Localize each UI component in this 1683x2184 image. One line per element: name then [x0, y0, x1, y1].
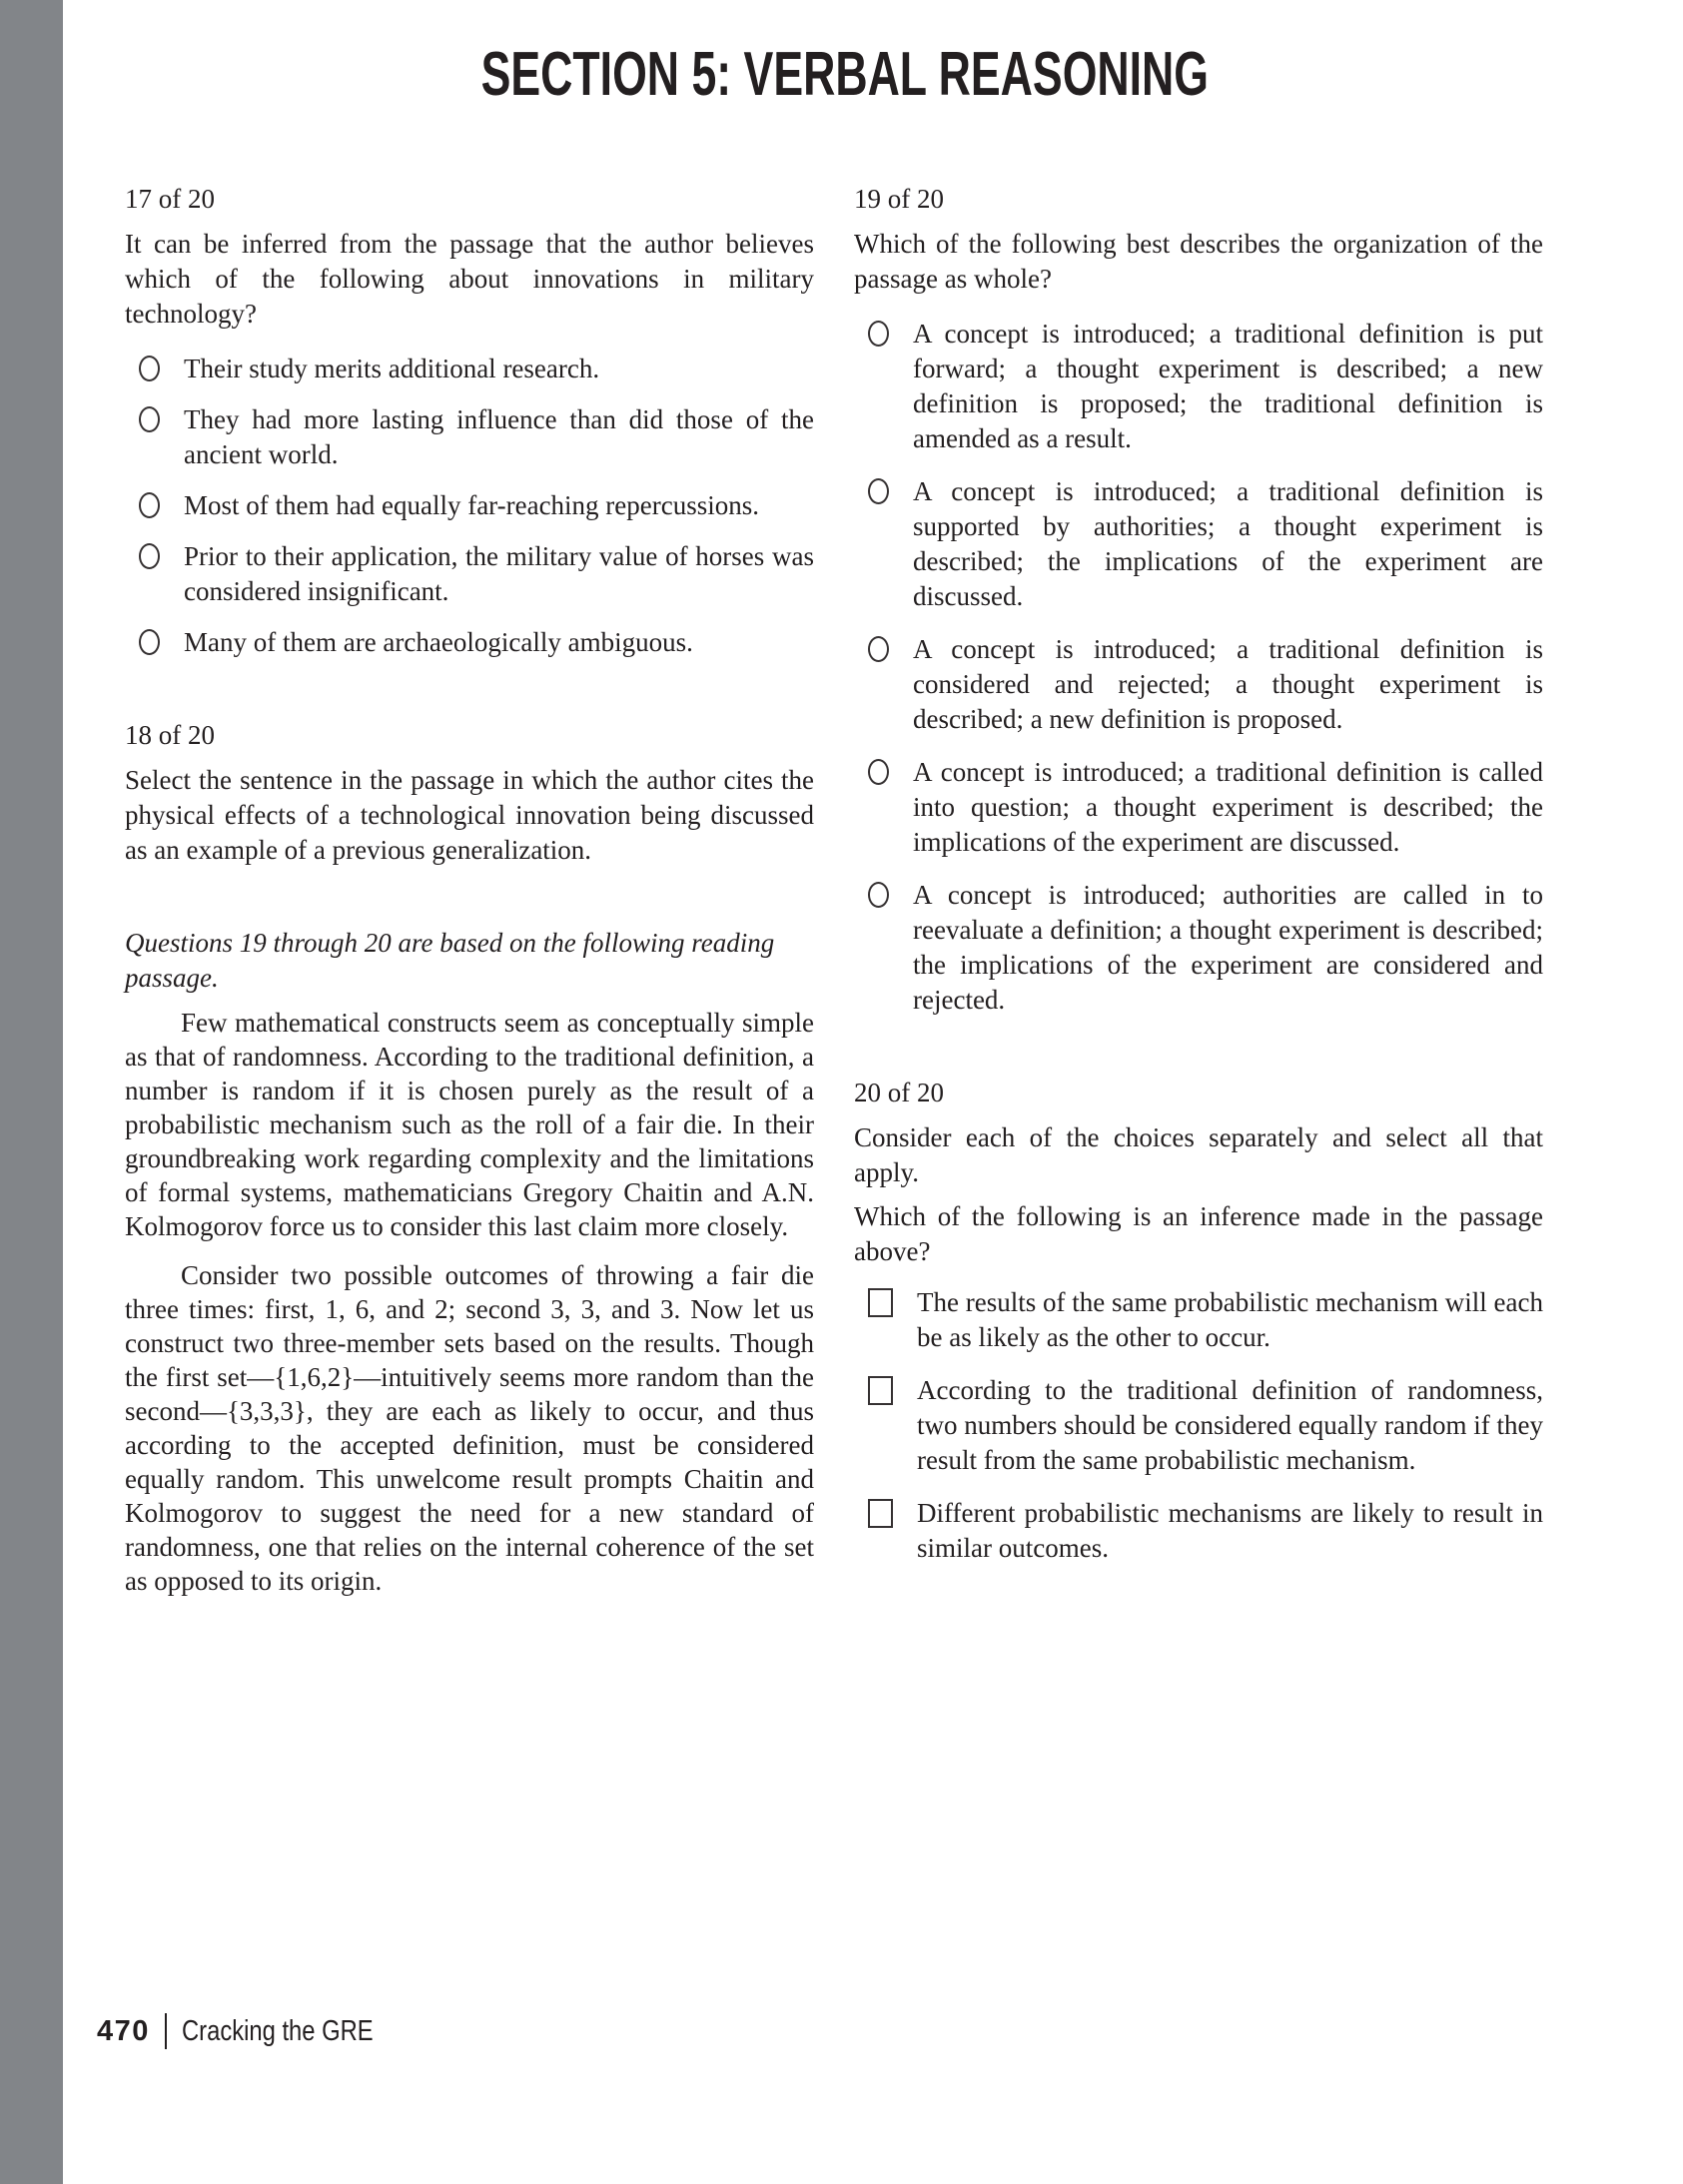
answer-option — [854, 1373, 1543, 1478]
answer-option — [854, 755, 1543, 860]
passage-intro: Questions 19 through 20 are based on the following reading passage. — [125, 928, 775, 993]
two-column-layout — [125, 182, 1683, 1598]
answer-options — [854, 317, 1543, 1018]
checkbox-icon[interactable] — [868, 1288, 893, 1317]
question-18 — [125, 718, 814, 868]
radio-icon[interactable] — [139, 492, 160, 518]
answer-options — [125, 352, 814, 660]
radio-icon[interactable] — [868, 478, 889, 504]
answer-option — [854, 878, 1543, 1018]
question-instruction: Consider each of the choices separately and select all that apply. — [854, 1122, 1543, 1187]
right-column — [854, 182, 1543, 1598]
option-text: The results of the same probabilistic mechanism will each be as likely as the other to occur. — [917, 1287, 1543, 1352]
answer-option — [854, 317, 1543, 456]
page-footer — [97, 2013, 416, 2049]
question-number: 17 of 20 — [125, 184, 215, 214]
question-19 — [854, 182, 1543, 1018]
left-column — [125, 182, 814, 1598]
page-content — [63, 0, 1683, 2184]
question-stem: Select the sentence in the passage in which the author cites the physical effects of a technological innovation being discussed as an example of a previous generalization. — [125, 765, 814, 865]
radio-icon[interactable] — [868, 882, 889, 908]
option-text: Different probabilistic mechanisms are likely to result in similar outcomes. — [917, 1498, 1543, 1563]
option-text: According to the traditional definition of randomness, two numbers should be considered equally random if they result from the same probabilistic mechanism. — [917, 1375, 1543, 1475]
radio-icon[interactable] — [868, 636, 889, 662]
footer-divider — [165, 2013, 167, 2049]
answer-option — [125, 402, 814, 472]
answer-option — [125, 625, 814, 660]
option-text: A concept is introduced; a traditional definition is supported by authorities; a thought experiment is described; the implications of the experiment are discussed. — [913, 476, 1543, 611]
option-text: Their study merits additional research. — [184, 354, 600, 383]
question-stem: Which of the following is an inference made in the passage above? — [854, 1201, 1543, 1266]
reading-passage — [125, 1006, 814, 1598]
option-text: Most of them had equally far-reaching repercussions. — [184, 490, 760, 520]
option-text: Many of them are archaeologically ambiguous. — [184, 627, 693, 657]
question-number: 20 of 20 — [854, 1078, 944, 1107]
question-stem: It can be inferred from the passage that the author believes which of the following about innovations in military technology? — [125, 229, 814, 329]
answer-option — [125, 539, 814, 609]
answer-option — [854, 1285, 1543, 1355]
radio-icon[interactable] — [139, 629, 160, 655]
section-header — [63, 40, 1683, 109]
question-stem: Which of the following best describes the organization of the passage as whole? — [854, 229, 1543, 294]
book-title: Cracking the GRE — [181, 2014, 374, 2047]
answer-option — [125, 488, 814, 523]
answer-options — [854, 1285, 1543, 1566]
radio-icon[interactable] — [868, 759, 889, 785]
option-text: A concept is introduced; authorities are called in to reevaluate a definition; a thought experiment is described; the implications of the experiment are considered and rejected. — [913, 880, 1543, 1015]
question-number: 18 of 20 — [125, 720, 215, 750]
checkbox-icon[interactable] — [868, 1499, 893, 1528]
passage-paragraph: Consider two possible outcomes of throwing a fair die three times: first, 1, 6, and 2; second 3, 3, and 3. Now let us construct two three-member sets based on the results. Though the first set—{1,6,2}—intuitively seems more random than the second—{3,3,3}, they are each as likely to occur, and thus according to the accepted definition, must be considered equally random. This unwelcome result prompts Chaitin and Kolmogorov to suggest the need for a new standard of randomness, one that relies on the internal coherence of the set as opposed to its origin. — [125, 1260, 814, 1596]
question-17 — [125, 182, 814, 660]
answer-option — [854, 632, 1543, 737]
option-text: A concept is introduced; a traditional definition is considered and rejected; a thought experiment is described; a new definition is proposed. — [913, 634, 1543, 734]
option-text: Prior to their application, the military value of horses was considered insignificant. — [184, 541, 814, 606]
option-text: They had more lasting influence than did those of the ancient world. — [184, 404, 814, 469]
option-text: A concept is introduced; a traditional definition is called into question; a thought experiment is described; the implications of the experiment are discussed. — [913, 757, 1543, 857]
answer-option — [854, 474, 1543, 614]
option-text: A concept is introduced; a traditional definition is put forward; a thought experiment is described; a new definition is proposed; the traditional definition is amended as a result. — [913, 319, 1543, 453]
radio-icon[interactable] — [868, 321, 889, 347]
checkbox-icon[interactable] — [868, 1376, 893, 1405]
passage-paragraph: Few mathematical constructs seem as conceptually simple as that of randomness. According to the traditional definition, a number is random if it is chosen purely as the result of a probabilistic mechanism such as the roll of a fair die. In their groundbreaking work regarding complexity and the limitations of formal systems, mathematicians Gregory Chaitin and A.N. Kolmogorov force us to consider this last claim more closely. — [125, 1008, 814, 1241]
radio-icon[interactable] — [139, 406, 160, 432]
page-spine-bar — [0, 0, 63, 2184]
section-title: SECTION 5: VERBAL REASONING — [480, 40, 1210, 109]
radio-icon[interactable] — [139, 356, 160, 381]
radio-icon[interactable] — [139, 543, 160, 569]
question-20 — [854, 1076, 1543, 1566]
page-number: 470 — [97, 2014, 150, 2047]
answer-option — [854, 1496, 1543, 1566]
question-number: 19 of 20 — [854, 184, 944, 214]
answer-option — [125, 352, 814, 386]
